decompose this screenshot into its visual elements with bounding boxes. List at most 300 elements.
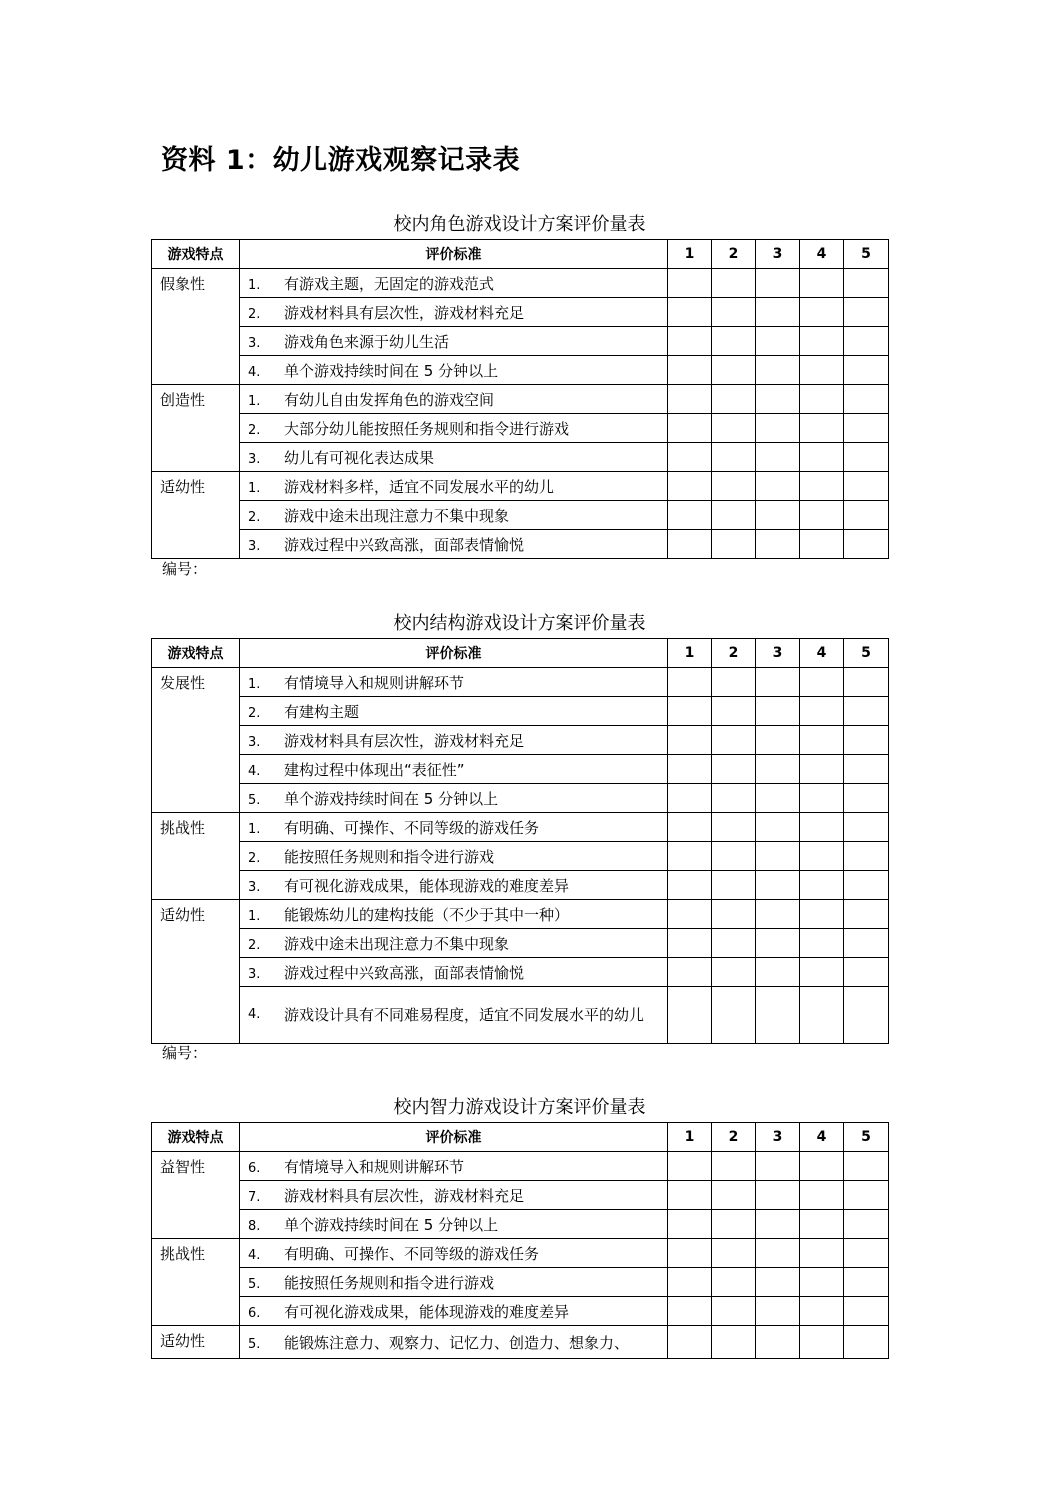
score-cell[interactable] bbox=[800, 813, 844, 842]
score-cell[interactable] bbox=[800, 1268, 844, 1297]
criteria-text: 单个游戏持续时间在 5 分钟以上 bbox=[284, 361, 499, 380]
score-cell[interactable] bbox=[712, 726, 756, 755]
feature-cell: 适幼性 bbox=[152, 472, 240, 559]
table-row bbox=[152, 414, 889, 443]
score-header: 2 bbox=[712, 639, 756, 668]
score-cell[interactable] bbox=[844, 1268, 889, 1297]
score-header: 5 bbox=[844, 1123, 889, 1152]
score-cell[interactable] bbox=[844, 1239, 889, 1268]
score-header: 1 bbox=[668, 1123, 712, 1152]
score-header: 4 bbox=[800, 1123, 844, 1152]
score-cell[interactable] bbox=[712, 668, 756, 697]
score-cell[interactable] bbox=[756, 327, 800, 356]
evaluation-table bbox=[151, 239, 889, 559]
criteria-cell bbox=[240, 1210, 668, 1239]
table-row bbox=[152, 1326, 889, 1359]
feature-cell: 适幼性 bbox=[152, 900, 240, 1044]
score-cell[interactable] bbox=[844, 929, 889, 958]
criteria-text: 游戏设计具有不同难易程度，适宜不同发展水平的幼儿 bbox=[284, 1006, 645, 1024]
score-cell[interactable] bbox=[800, 530, 844, 559]
table-row bbox=[152, 1297, 889, 1326]
score-cell[interactable] bbox=[800, 871, 844, 900]
item-number: 1. bbox=[248, 277, 261, 293]
feature-cell: 挑战性 bbox=[152, 1239, 240, 1326]
table-row bbox=[152, 356, 889, 385]
score-cell[interactable] bbox=[844, 958, 889, 987]
score-cell[interactable] bbox=[800, 269, 844, 298]
criteria-text: 有情境导入和规则讲解环节 bbox=[284, 1157, 465, 1176]
score-cell[interactable] bbox=[756, 1181, 800, 1210]
score-cell[interactable] bbox=[756, 356, 800, 385]
score-cell[interactable] bbox=[756, 697, 800, 726]
score-cell[interactable] bbox=[668, 784, 712, 813]
criteria-cell bbox=[240, 958, 668, 987]
score-cell[interactable] bbox=[668, 327, 712, 356]
criteria-text: 有游戏主题，无固定的游戏范式 bbox=[284, 274, 495, 293]
score-cell[interactable] bbox=[756, 443, 800, 472]
item-number: 3. bbox=[248, 451, 261, 467]
score-cell[interactable] bbox=[668, 755, 712, 784]
table-row bbox=[152, 726, 889, 755]
criteria-text: 幼儿有可视化表达成果 bbox=[284, 448, 435, 467]
score-cell[interactable] bbox=[756, 472, 800, 501]
table-title: 校内智力游戏设计方案评价量表 bbox=[393, 1097, 646, 1118]
criteria-cell bbox=[240, 842, 668, 871]
criteria-text: 游戏过程中兴致高涨，面部表情愉悦 bbox=[284, 963, 525, 982]
score-cell[interactable] bbox=[712, 530, 756, 559]
score-cell[interactable] bbox=[844, 784, 889, 813]
feature-cell: 益智性 bbox=[152, 1152, 240, 1239]
criteria-cell bbox=[240, 530, 668, 559]
score-cell[interactable] bbox=[712, 472, 756, 501]
criteria-header: 评价标准 bbox=[240, 1123, 668, 1152]
score-cell[interactable] bbox=[800, 501, 844, 530]
table-row bbox=[152, 697, 889, 726]
score-cell[interactable] bbox=[668, 1181, 712, 1210]
table-row bbox=[152, 501, 889, 530]
score-cell[interactable] bbox=[756, 726, 800, 755]
score-cell[interactable] bbox=[668, 269, 712, 298]
table-row bbox=[152, 842, 889, 871]
score-cell[interactable] bbox=[800, 385, 844, 414]
criteria-text: 游戏角色来源于幼儿生活 bbox=[284, 332, 450, 351]
criteria-text: 游戏材料具有层次性，游戏材料充足 bbox=[284, 731, 525, 750]
score-header: 1 bbox=[668, 240, 712, 269]
item-number: 7. bbox=[248, 1189, 261, 1205]
item-number: 6. bbox=[248, 1160, 261, 1176]
score-cell[interactable] bbox=[712, 1239, 756, 1268]
score-cell[interactable] bbox=[800, 1239, 844, 1268]
criteria-cell bbox=[240, 1268, 668, 1297]
table-row bbox=[152, 327, 889, 356]
score-cell[interactable] bbox=[800, 987, 844, 1044]
table-row bbox=[152, 298, 889, 327]
score-cell[interactable] bbox=[668, 958, 712, 987]
item-number: 1. bbox=[248, 908, 261, 924]
criteria-cell bbox=[240, 929, 668, 958]
header-row bbox=[152, 639, 889, 668]
serial-number-label: 编号： bbox=[162, 560, 208, 578]
score-cell[interactable] bbox=[756, 1297, 800, 1326]
criteria-cell bbox=[240, 697, 668, 726]
criteria-text: 游戏材料具有层次性，游戏材料充足 bbox=[284, 1186, 525, 1205]
criteria-header: 评价标准 bbox=[240, 639, 668, 668]
criteria-text: 有明确、可操作、不同等级的游戏任务 bbox=[284, 818, 540, 837]
score-cell[interactable] bbox=[844, 1181, 889, 1210]
criteria-cell bbox=[240, 298, 668, 327]
table-row bbox=[152, 1181, 889, 1210]
table-row bbox=[152, 443, 889, 472]
criteria-cell bbox=[240, 987, 668, 1044]
score-cell[interactable] bbox=[844, 1326, 889, 1359]
score-header: 5 bbox=[844, 240, 889, 269]
table-row bbox=[152, 900, 889, 929]
table-row bbox=[152, 668, 889, 697]
evaluation-table bbox=[151, 1122, 889, 1359]
evaluation-table bbox=[151, 638, 889, 1044]
score-cell[interactable] bbox=[668, 414, 712, 443]
score-cell[interactable] bbox=[756, 1268, 800, 1297]
score-cell[interactable] bbox=[756, 269, 800, 298]
score-header: 3 bbox=[756, 240, 800, 269]
score-cell[interactable] bbox=[668, 1152, 712, 1181]
score-cell[interactable] bbox=[800, 929, 844, 958]
score-cell[interactable] bbox=[712, 958, 756, 987]
criteria-cell bbox=[240, 443, 668, 472]
score-cell[interactable] bbox=[712, 385, 756, 414]
item-number: 2. bbox=[248, 422, 261, 438]
criteria-header: 评价标准 bbox=[240, 240, 668, 269]
score-cell[interactable] bbox=[800, 726, 844, 755]
score-cell[interactable] bbox=[668, 1210, 712, 1239]
score-cell[interactable] bbox=[800, 697, 844, 726]
criteria-cell bbox=[240, 755, 668, 784]
score-cell[interactable] bbox=[844, 668, 889, 697]
score-cell[interactable] bbox=[668, 443, 712, 472]
score-cell[interactable] bbox=[800, 443, 844, 472]
criteria-text: 能锻炼幼儿的建构技能（不少于其中一种） bbox=[284, 905, 570, 924]
score-cell[interactable] bbox=[668, 1326, 712, 1359]
item-number: 2. bbox=[248, 937, 261, 953]
score-cell[interactable] bbox=[756, 958, 800, 987]
table-title: 校内角色游戏设计方案评价量表 bbox=[393, 214, 646, 235]
score-cell[interactable] bbox=[844, 697, 889, 726]
item-number: 8. bbox=[248, 1218, 261, 1234]
score-header: 3 bbox=[756, 639, 800, 668]
table-row bbox=[152, 813, 889, 842]
criteria-text: 能按照任务规则和指令进行游戏 bbox=[284, 847, 495, 866]
item-number: 4. bbox=[248, 364, 261, 380]
score-cell[interactable] bbox=[712, 327, 756, 356]
score-cell[interactable] bbox=[712, 1181, 756, 1210]
score-cell[interactable] bbox=[800, 1210, 844, 1239]
table-row bbox=[152, 784, 889, 813]
score-cell[interactable] bbox=[756, 987, 800, 1044]
feature-cell: 假象性 bbox=[152, 269, 240, 385]
header-row bbox=[152, 240, 889, 269]
page-heading: 资料 1：幼儿游戏观察记录表 bbox=[161, 145, 521, 176]
item-number: 3. bbox=[248, 879, 261, 895]
table-row bbox=[152, 755, 889, 784]
criteria-cell bbox=[240, 269, 668, 298]
score-cell[interactable] bbox=[712, 1268, 756, 1297]
score-cell[interactable] bbox=[756, 842, 800, 871]
feature-header: 游戏特点 bbox=[152, 1123, 240, 1152]
score-cell[interactable] bbox=[844, 443, 889, 472]
item-number: 1. bbox=[248, 393, 261, 409]
score-header: 4 bbox=[800, 240, 844, 269]
score-cell[interactable] bbox=[756, 501, 800, 530]
score-header: 5 bbox=[844, 639, 889, 668]
item-number: 2. bbox=[248, 509, 261, 525]
criteria-text: 建构过程中体现出“表征性” bbox=[284, 760, 465, 779]
score-cell[interactable] bbox=[668, 1239, 712, 1268]
score-cell[interactable] bbox=[712, 1210, 756, 1239]
score-cell[interactable] bbox=[756, 784, 800, 813]
score-cell[interactable] bbox=[800, 900, 844, 929]
score-cell[interactable] bbox=[800, 1152, 844, 1181]
criteria-text: 有可视化游戏成果，能体现游戏的难度差异 bbox=[284, 1302, 570, 1321]
criteria-text: 游戏中途未出现注意力不集中现象 bbox=[284, 934, 510, 953]
item-number: 1. bbox=[248, 480, 261, 496]
table-row bbox=[152, 269, 889, 298]
score-cell[interactable] bbox=[668, 871, 712, 900]
score-cell[interactable] bbox=[844, 987, 889, 1044]
criteria-text: 能按照任务规则和指令进行游戏 bbox=[284, 1273, 495, 1292]
feature-cell: 发展性 bbox=[152, 668, 240, 813]
score-cell[interactable] bbox=[800, 1297, 844, 1326]
score-cell[interactable] bbox=[800, 356, 844, 385]
item-number: 4. bbox=[248, 1247, 261, 1263]
criteria-text: 游戏中途未出现注意力不集中现象 bbox=[284, 506, 510, 525]
criteria-text: 有建构主题 bbox=[284, 702, 360, 721]
score-cell[interactable] bbox=[800, 1181, 844, 1210]
table-title: 校内结构游戏设计方案评价量表 bbox=[393, 613, 646, 634]
criteria-cell bbox=[240, 1239, 668, 1268]
criteria-cell bbox=[240, 871, 668, 900]
criteria-cell bbox=[240, 1152, 668, 1181]
score-cell[interactable] bbox=[756, 668, 800, 697]
table-row bbox=[152, 472, 889, 501]
score-cell[interactable] bbox=[712, 1152, 756, 1181]
score-cell[interactable] bbox=[844, 726, 889, 755]
score-cell[interactable] bbox=[712, 784, 756, 813]
score-cell[interactable] bbox=[712, 356, 756, 385]
score-cell[interactable] bbox=[800, 668, 844, 697]
criteria-text: 单个游戏持续时间在 5 分钟以上 bbox=[284, 789, 499, 808]
score-cell[interactable] bbox=[844, 1152, 889, 1181]
criteria-cell bbox=[240, 784, 668, 813]
criteria-text: 能锻炼注意力、观察力、记忆力、创造力、想象力、 bbox=[284, 1333, 630, 1352]
table-row bbox=[152, 1210, 889, 1239]
criteria-cell bbox=[240, 414, 668, 443]
table-row bbox=[152, 987, 889, 1044]
score-cell[interactable] bbox=[668, 726, 712, 755]
score-cell[interactable] bbox=[668, 530, 712, 559]
criteria-cell bbox=[240, 385, 668, 414]
score-cell[interactable] bbox=[712, 443, 756, 472]
score-cell[interactable] bbox=[712, 501, 756, 530]
criteria-text: 游戏过程中兴致高涨，面部表情愉悦 bbox=[284, 535, 525, 554]
score-cell[interactable] bbox=[668, 1268, 712, 1297]
score-cell[interactable] bbox=[756, 755, 800, 784]
score-cell[interactable] bbox=[668, 813, 712, 842]
score-cell[interactable] bbox=[756, 813, 800, 842]
score-cell[interactable] bbox=[668, 501, 712, 530]
score-cell[interactable] bbox=[712, 871, 756, 900]
table-row bbox=[152, 871, 889, 900]
score-cell[interactable] bbox=[800, 1326, 844, 1359]
criteria-cell bbox=[240, 501, 668, 530]
header-row bbox=[152, 1123, 889, 1152]
table-row bbox=[152, 1152, 889, 1181]
score-cell[interactable] bbox=[844, 755, 889, 784]
criteria-cell bbox=[240, 1297, 668, 1326]
item-number: 5. bbox=[248, 1276, 261, 1292]
score-header: 2 bbox=[712, 240, 756, 269]
criteria-cell bbox=[240, 472, 668, 501]
score-cell[interactable] bbox=[712, 414, 756, 443]
score-cell[interactable] bbox=[712, 1326, 756, 1359]
score-cell[interactable] bbox=[668, 385, 712, 414]
score-cell[interactable] bbox=[844, 530, 889, 559]
table-row bbox=[152, 385, 889, 414]
score-cell[interactable] bbox=[756, 530, 800, 559]
criteria-text: 单个游戏持续时间在 5 分钟以上 bbox=[284, 1215, 499, 1234]
score-cell[interactable] bbox=[800, 327, 844, 356]
score-cell[interactable] bbox=[668, 987, 712, 1044]
score-cell[interactable] bbox=[668, 842, 712, 871]
score-cell[interactable] bbox=[844, 472, 889, 501]
score-cell[interactable] bbox=[844, 1297, 889, 1326]
item-number: 4. bbox=[248, 1007, 261, 1022]
score-cell[interactable] bbox=[756, 1152, 800, 1181]
score-cell[interactable] bbox=[668, 298, 712, 327]
score-cell[interactable] bbox=[844, 385, 889, 414]
criteria-cell bbox=[240, 356, 668, 385]
score-cell[interactable] bbox=[712, 298, 756, 327]
criteria-text: 游戏材料多样，适宜不同发展水平的幼儿 bbox=[284, 477, 555, 496]
criteria-cell bbox=[240, 1326, 668, 1359]
score-cell[interactable] bbox=[800, 472, 844, 501]
score-cell[interactable] bbox=[756, 1326, 800, 1359]
score-cell[interactable] bbox=[712, 900, 756, 929]
item-number: 1. bbox=[248, 676, 261, 692]
score-cell[interactable] bbox=[756, 298, 800, 327]
score-cell[interactable] bbox=[844, 414, 889, 443]
score-cell[interactable] bbox=[844, 327, 889, 356]
feature-cell: 创造性 bbox=[152, 385, 240, 472]
table-row bbox=[152, 530, 889, 559]
table-row bbox=[152, 1239, 889, 1268]
score-cell[interactable] bbox=[756, 385, 800, 414]
score-cell[interactable] bbox=[756, 900, 800, 929]
score-header: 2 bbox=[712, 1123, 756, 1152]
score-cell[interactable] bbox=[712, 697, 756, 726]
feature-header: 游戏特点 bbox=[152, 639, 240, 668]
score-cell[interactable] bbox=[712, 269, 756, 298]
score-cell[interactable] bbox=[800, 298, 844, 327]
item-number: 5. bbox=[248, 1336, 261, 1352]
score-cell[interactable] bbox=[668, 356, 712, 385]
item-number: 2. bbox=[248, 705, 261, 721]
score-header: 1 bbox=[668, 639, 712, 668]
score-cell[interactable] bbox=[844, 813, 889, 842]
score-cell[interactable] bbox=[756, 414, 800, 443]
score-cell[interactable] bbox=[800, 784, 844, 813]
score-cell[interactable] bbox=[668, 929, 712, 958]
item-number: 5. bbox=[248, 792, 261, 808]
item-number: 2. bbox=[248, 850, 261, 866]
score-cell[interactable] bbox=[712, 842, 756, 871]
item-number: 3. bbox=[248, 734, 261, 750]
score-cell[interactable] bbox=[844, 298, 889, 327]
score-header: 3 bbox=[756, 1123, 800, 1152]
score-cell[interactable] bbox=[668, 900, 712, 929]
item-number: 3. bbox=[248, 966, 261, 982]
score-cell[interactable] bbox=[756, 1239, 800, 1268]
feature-header: 游戏特点 bbox=[152, 240, 240, 269]
score-cell[interactable] bbox=[712, 813, 756, 842]
table-row bbox=[152, 958, 889, 987]
criteria-cell bbox=[240, 726, 668, 755]
score-cell[interactable] bbox=[756, 871, 800, 900]
item-number: 3. bbox=[248, 538, 261, 554]
item-number: 1. bbox=[248, 821, 261, 837]
item-number: 6. bbox=[248, 1305, 261, 1321]
score-cell[interactable] bbox=[800, 414, 844, 443]
criteria-cell bbox=[240, 1181, 668, 1210]
score-cell[interactable] bbox=[668, 472, 712, 501]
score-cell[interactable] bbox=[668, 1297, 712, 1326]
score-cell[interactable] bbox=[844, 842, 889, 871]
feature-cell: 挑战性 bbox=[152, 813, 240, 900]
criteria-cell bbox=[240, 327, 668, 356]
feature-cell: 适幼性 bbox=[152, 1326, 240, 1359]
item-number: 3. bbox=[248, 335, 261, 351]
item-number: 4. bbox=[248, 763, 261, 779]
score-cell[interactable] bbox=[800, 755, 844, 784]
score-cell[interactable] bbox=[668, 697, 712, 726]
score-cell[interactable] bbox=[668, 668, 712, 697]
table-row bbox=[152, 1268, 889, 1297]
table-row bbox=[152, 929, 889, 958]
criteria-cell bbox=[240, 813, 668, 842]
score-cell[interactable] bbox=[800, 958, 844, 987]
score-cell[interactable] bbox=[712, 929, 756, 958]
criteria-text: 有情境导入和规则讲解环节 bbox=[284, 673, 465, 692]
criteria-cell bbox=[240, 668, 668, 697]
score-cell[interactable] bbox=[844, 900, 889, 929]
score-cell[interactable] bbox=[844, 1210, 889, 1239]
score-cell[interactable] bbox=[844, 356, 889, 385]
score-cell[interactable] bbox=[844, 871, 889, 900]
score-cell[interactable] bbox=[756, 929, 800, 958]
criteria-text: 有可视化游戏成果，能体现游戏的难度差异 bbox=[284, 876, 570, 895]
score-cell[interactable] bbox=[712, 755, 756, 784]
score-cell[interactable] bbox=[712, 987, 756, 1044]
score-cell[interactable] bbox=[800, 842, 844, 871]
score-cell[interactable] bbox=[756, 1210, 800, 1239]
score-cell[interactable] bbox=[712, 1297, 756, 1326]
score-header: 4 bbox=[800, 639, 844, 668]
criteria-text: 有明确、可操作、不同等级的游戏任务 bbox=[284, 1244, 540, 1263]
item-number: 2. bbox=[248, 306, 261, 322]
score-cell[interactable] bbox=[844, 501, 889, 530]
score-cell[interactable] bbox=[844, 269, 889, 298]
criteria-text: 大部分幼儿能按照任务规则和指令进行游戏 bbox=[284, 419, 570, 438]
serial-number-label: 编号： bbox=[162, 1044, 208, 1062]
